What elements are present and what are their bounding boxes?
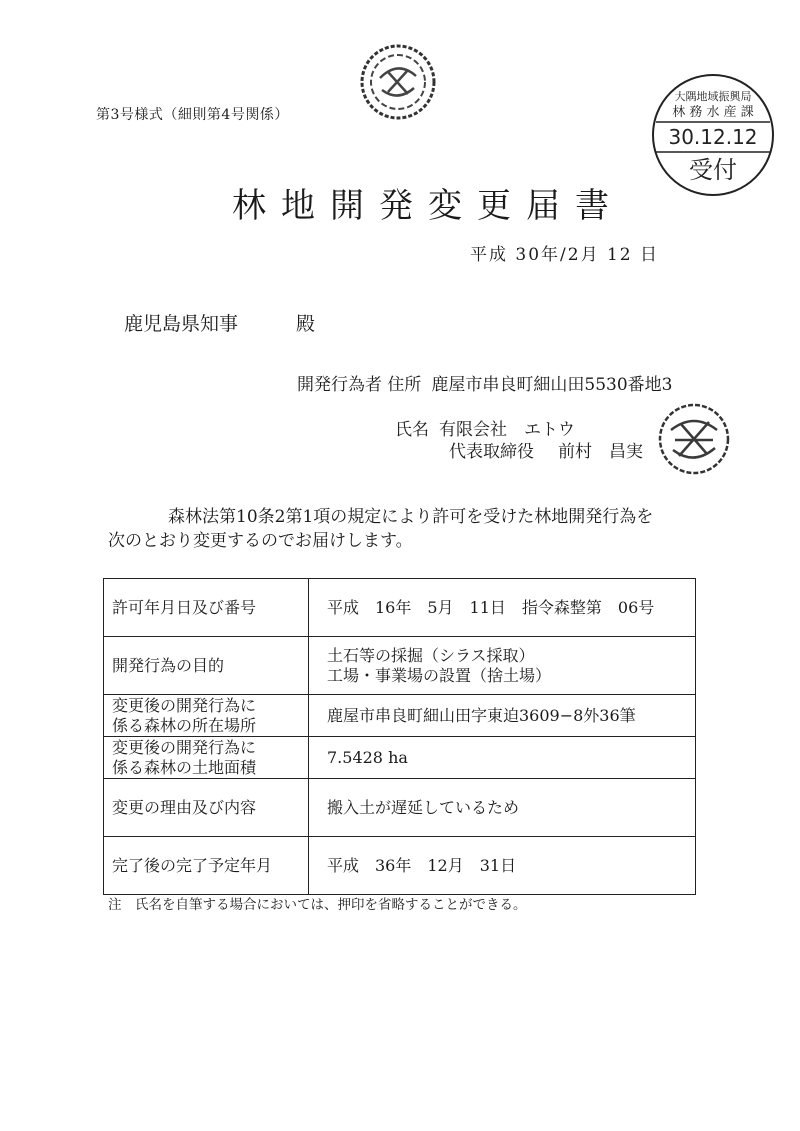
applicant-name-label: 氏名 xyxy=(395,420,429,440)
body-line-2: 次のとおり変更するのでお届けします。 xyxy=(108,531,413,551)
table-row xyxy=(104,779,696,837)
applicant-address-label: 開発行為者 住所 xyxy=(297,375,422,395)
row-value-area: 7.5428 ha xyxy=(309,737,696,779)
official-seal-top xyxy=(358,42,438,122)
purpose-line-2: 工場・事業場の設置（捨土場） xyxy=(327,665,552,685)
row-value-purpose xyxy=(309,637,696,695)
row-label-reason: 変更の理由及び内容 xyxy=(104,779,309,837)
applicant-rep-title: 代表取締役 xyxy=(449,442,534,462)
details-table xyxy=(103,578,696,895)
row-value-permit: 平成 16年 5月 11日 指令森整第 06号 xyxy=(309,579,696,637)
footnote: 注 氏名を自筆する場合においては、押印を省略することができる。 xyxy=(108,897,527,913)
submission-date: 平成 30年/2月 12 日 xyxy=(470,245,660,265)
row-label-location: 変更後の開発行為に 係る森林の所在場所 xyxy=(104,695,309,737)
row-value-completion: 平成 36年 12月 31日 xyxy=(309,837,696,895)
addressee-honorific: 殿 xyxy=(296,313,316,335)
receipt-stamp-date: 30.12.12 xyxy=(668,125,758,149)
table-row xyxy=(104,579,696,637)
addressee xyxy=(124,309,315,336)
company-seal xyxy=(655,400,733,478)
applicant-company: 有限会社 エトウ xyxy=(439,420,575,440)
table-row xyxy=(104,695,696,737)
table-row xyxy=(104,637,696,695)
body-line-1: 森林法第10条2第1項の規定により許可を受けた林地開発行為を xyxy=(168,507,654,527)
addressee-name: 鹿児島県知事 xyxy=(124,313,239,335)
applicant-address: 鹿屋市串良町細山田5530番地3 xyxy=(431,375,673,395)
table-row xyxy=(104,837,696,895)
body-paragraph xyxy=(108,505,708,553)
purpose-line-1: 土石等の採掘（シラス採取） xyxy=(327,645,535,665)
receipt-stamp xyxy=(648,70,778,200)
receipt-stamp-received: 受付 xyxy=(689,156,737,184)
applicant-rep-name: 前村 昌実 xyxy=(558,442,643,462)
form-number: 第3号様式（細則第4号関係） xyxy=(96,107,289,123)
row-label-permit: 許可年月日及び番号 xyxy=(104,579,309,637)
receipt-stamp-office-2: 林 務 水 産 課 xyxy=(672,105,754,120)
document-title: 林地開発変更届書 xyxy=(232,186,624,226)
receipt-stamp-office-1: 大隅地域振興局 xyxy=(674,90,752,103)
row-label-completion: 完了後の完了予定年月 xyxy=(104,837,309,895)
row-value-location: 鹿屋市串良町細山田字東迫3609−8外36筆 xyxy=(309,695,696,737)
applicant-representative-row xyxy=(449,437,643,462)
applicant-address-row xyxy=(297,370,673,395)
row-value-reason: 搬入土が遅延しているため xyxy=(309,779,696,837)
row-label-area: 変更後の開発行為に 係る森林の土地面積 xyxy=(104,737,309,779)
row-label-purpose: 開発行為の目的 xyxy=(104,637,309,695)
table-row xyxy=(104,737,696,779)
